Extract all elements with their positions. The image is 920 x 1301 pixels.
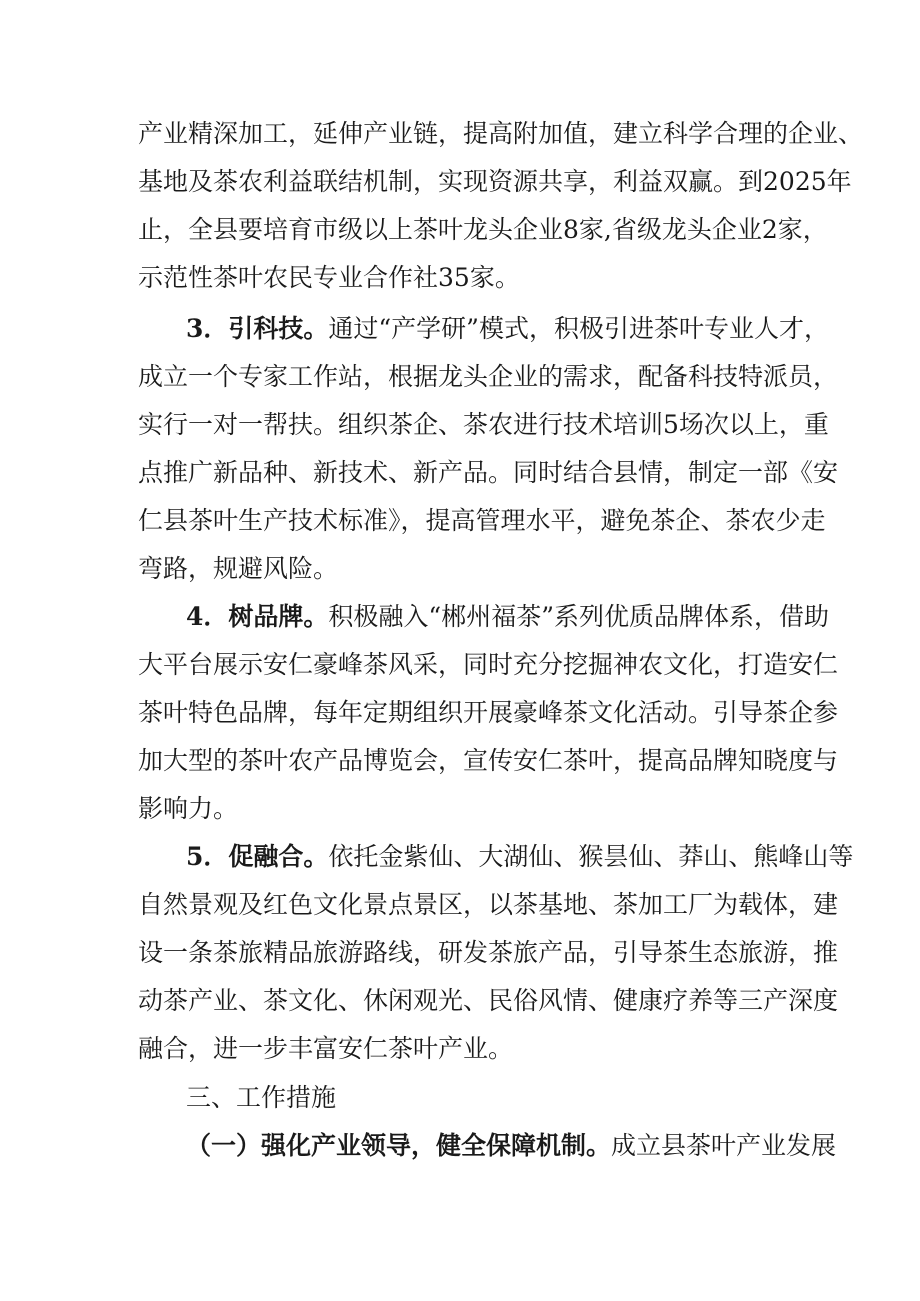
para1-line-1: 产业精深加工，延伸产业链，提高附加值，建立科学合理的企业、: [138, 119, 864, 148]
para4-line-5: 融合，进一步丰富安仁茶叶产业。: [138, 1034, 514, 1063]
para4-lead: 5．促融合。: [186, 842, 329, 871]
para2-first-rest: 通过“产学研”模式，积极引进茶叶专业人才，: [328, 314, 829, 343]
para3-lead: 4．树品牌。: [186, 602, 329, 631]
para4-line-1: [186, 842, 854, 872]
para3-line-1: [186, 602, 829, 632]
para4-line-3: 设一条茶旅精品旅游路线，研发茶旅产品，引导茶生态旅游，推: [138, 938, 839, 967]
para2-line-6: 弯路，规避风险。: [138, 554, 339, 583]
para2-line-4: 点推广新品种、新技术、新产品。同时结合县情，制定一部《安: [138, 458, 839, 487]
para3-line-3: 茶叶特色品牌，每年定期组织开展豪峰茶文化活动。引导茶企参: [138, 698, 839, 727]
para2-line-2: 成立一个专家工作站，根据龙头企业的需求，配备科技特派员，: [138, 362, 839, 391]
para2-line-1: [186, 314, 829, 344]
para1-line-4: 示范性茶叶农民专业合作社35家。: [138, 263, 520, 292]
section-heading: 三、工作措施: [186, 1083, 337, 1112]
para3-line-2: 大平台展示安仁豪峰茶风采，同时充分挖掘神农文化，打造安仁: [138, 650, 839, 679]
para4-line-2: 自然景观及红色文化景点景区，以茶基地、茶加工厂为载体，建: [138, 890, 839, 919]
para3-line-5: 影响力。: [138, 794, 239, 823]
para1-line-2: 基地及茶农利益联结机制，实现资源共享，利益双赢。到2025年: [138, 167, 852, 196]
para2-lead: 3．引科技。: [186, 314, 329, 343]
para5-lead: （一）强化产业领导，健全保障机制。: [186, 1131, 612, 1160]
para3-line-4: 加大型的茶叶农产品博览会，宣传安仁茶叶，提高品牌知晓度与: [138, 746, 839, 775]
para2-line-5: 仁县茶叶生产技术标准》，提高管理水平，避免茶企、茶农少走: [138, 506, 826, 535]
para2-line-3: 实行一对一帮扶。组织茶企、茶农进行技术培训5场次以上，重: [138, 410, 829, 439]
para1-line-3: 止，全县要培育市级以上茶叶龙头企业8家,省级龙头企业2家，: [138, 215, 828, 244]
para4-first-rest: 依托金紫仙、大湖仙、猴昙仙、莽山、熊峰山等: [328, 842, 854, 871]
para5-line-1: [186, 1131, 837, 1161]
para4-line-4: 动茶产业、茶文化、休闲观光、民俗风情、健康疗养等三产深度: [138, 986, 839, 1015]
para5-rest: 成立县茶叶产业发展: [611, 1131, 837, 1160]
para3-first-rest: 积极融入“郴州福茶”系列优质品牌体系，借助: [328, 602, 829, 631]
